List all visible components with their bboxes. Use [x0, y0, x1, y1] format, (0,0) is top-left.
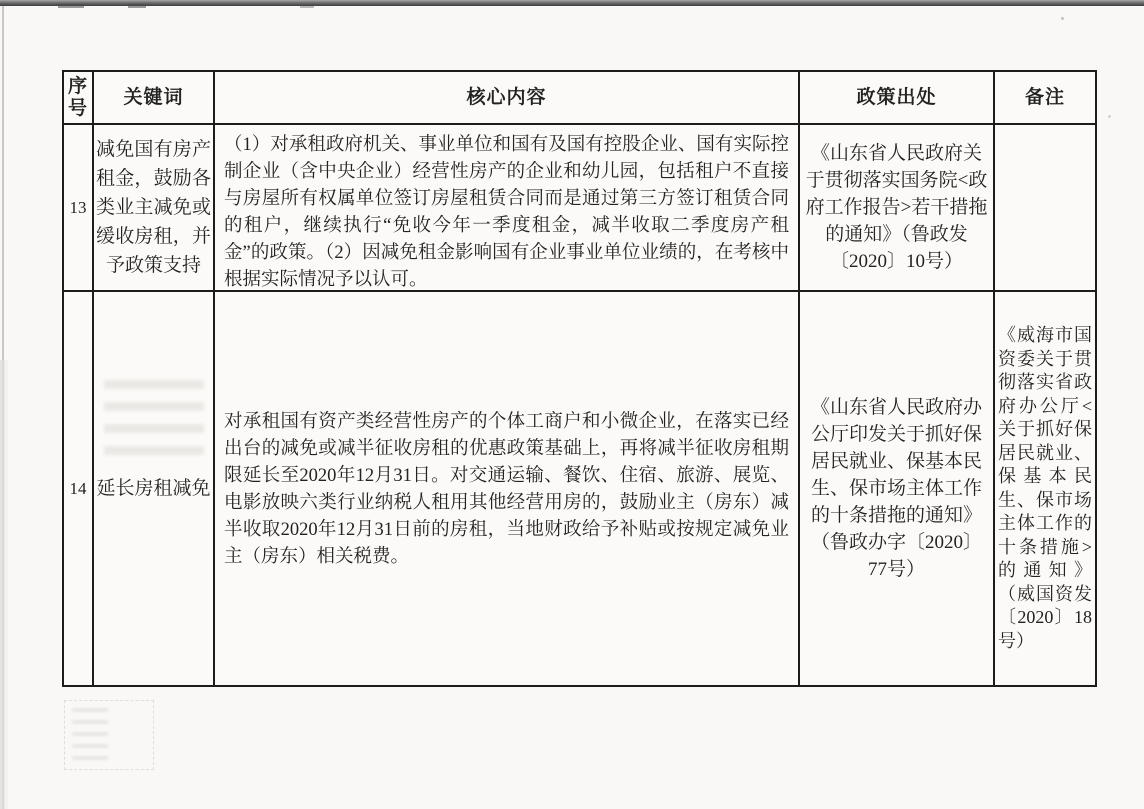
- row-14-keyword: [94, 292, 215, 685]
- row-13-remarks: [995, 125, 1095, 292]
- scanner-edge-mark: [300, 4, 314, 8]
- keyword-text: 减免国有房产租金，鼓励各类业主减免或缓收房租，并予政策支持: [96, 139, 211, 276]
- bleed-through-ghost-text: [104, 380, 204, 465]
- header-remarks: [995, 72, 1095, 125]
- header-keyword: [94, 72, 215, 125]
- row-14-remarks: [995, 292, 1095, 685]
- core-content-text: 对承租国有资产类经营性房产的个体工商户和小微企业，在落实已经出台的减免或减半征收房租的优惠政策基础上，再将减半征收房租期限延长至2020年12月31日。对交通运输、餐饮、住宿、旅游、展览、电影放映六类行业纳税人租用其他经营用房的，鼓励业主（房东）减半收取2020年12月31日前的房租，当地财政给予补贴或按规定减免业主（房东）相关税费。: [224, 412, 789, 567]
- header-label: 核心内容: [466, 86, 547, 108]
- header-label: 政策出处: [856, 86, 937, 108]
- row-14-core-content: [215, 292, 800, 685]
- row-14-serial-number: [64, 292, 94, 685]
- remarks-text: 《威海市国资委关于贯彻落实省政府办公厅<关于抓好保居民就业、保基本民生、保市场主体工作的十条措施>的通知》（威国资发〔2020〕18号）: [998, 325, 1092, 651]
- bleed-through-marks: [72, 708, 108, 760]
- row-13-serial-number: [64, 125, 94, 292]
- policy-source-text: 《山东省人民政府办公厅印发关于抓好保居民就业、保基本民生、保市场主体工作的十条措拖的通知》（鲁政办字〔2020〕77号）: [810, 397, 982, 580]
- header-label: 序号: [67, 75, 88, 119]
- header-policy-source: [800, 72, 995, 125]
- policy-table: [62, 70, 1097, 687]
- policy-source-text: 《山东省人民政府关于贯彻落实国务院<政府工作报告>若干措拖的通知》（鲁政发〔2020〕10号）: [805, 143, 988, 272]
- row-13-keyword: [94, 125, 215, 292]
- row-14-policy-source: [800, 292, 995, 685]
- row-13-core-content: [215, 125, 800, 292]
- keyword-text: 延长房租减免: [96, 478, 211, 499]
- scanner-top-edge: [0, 0, 1144, 6]
- scanner-edge-mark: [58, 4, 84, 8]
- scanner-edge-mark: [128, 4, 146, 8]
- scan-speck: [1061, 17, 1064, 20]
- header-label: 备注: [1024, 86, 1065, 108]
- scan-speck: [1108, 115, 1111, 118]
- serial-number: 13: [69, 197, 87, 217]
- core-content-text: （1）对承租政府机关、事业单位和国有及国有控股企业、国有实际控制企业（含中央企业）经营性房产的企业和幼儿园，包括租户不直接与房屋所有权属单位签订房屋租赁合同而是通过第三方签订租赁合同的租户，继续执行“免收今年一季度租金，减半收取二季度房产租金”的政策。（2）因减免租金影响国有企业事业单位业绩的，在考核中根据实际情况予以认可。: [224, 135, 789, 290]
- serial-number: 14: [69, 478, 87, 498]
- header-core-content: [215, 72, 800, 125]
- page-left-shading: [0, 360, 9, 809]
- header-label: 关键词: [123, 86, 184, 108]
- row-13-policy-source: [800, 125, 995, 292]
- header-serial-number: [64, 72, 94, 125]
